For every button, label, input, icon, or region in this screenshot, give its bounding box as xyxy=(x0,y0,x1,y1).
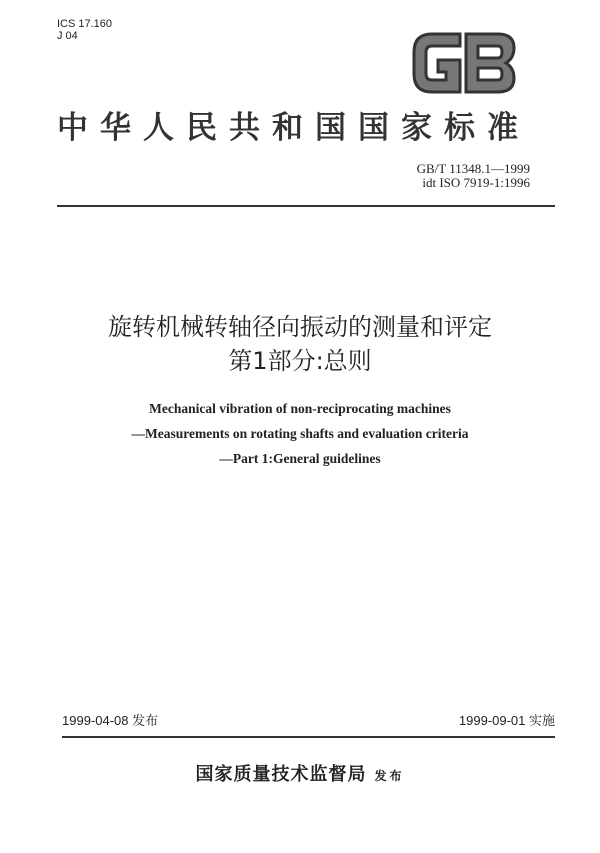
chinese-title-line-2: 第1部分:总则 xyxy=(228,347,372,375)
iso-equivalence: idt ISO 7919-1:1996 xyxy=(422,175,530,190)
english-title xyxy=(0,396,600,471)
publisher-action: 发布 xyxy=(374,769,405,783)
classification-codes xyxy=(57,18,112,42)
publisher-name: 国家质量技术监督局 xyxy=(195,764,367,784)
standard-number: GB/T 11348.1—1999 xyxy=(416,161,530,176)
header-divider xyxy=(57,205,555,207)
publisher xyxy=(0,760,600,786)
dates-row xyxy=(62,710,555,729)
implementation-date: 1999-09-01 实施 xyxy=(458,713,555,728)
ccs-code: J 04 xyxy=(57,30,78,42)
gb-logo xyxy=(410,30,518,96)
standard-number-block xyxy=(417,162,530,190)
chinese-title xyxy=(0,310,600,378)
english-title-line-1: Mechanical vibration of non-reciprocating machines xyxy=(149,401,451,416)
english-title-line-2: —Measurements on rotating shafts and evaluation criteria xyxy=(131,426,469,441)
footer-divider xyxy=(62,736,555,738)
english-title-line-3: —Part 1:General guidelines xyxy=(219,451,381,466)
chinese-title-line-1: 旋转机械转轴径向振动的测量和评定 xyxy=(108,313,492,341)
ics-code: ICS 17.160 xyxy=(57,18,113,30)
national-standard-heading: 中华人民共和国国家标准 xyxy=(57,110,530,145)
issue-date: 1999-04-08 发布 xyxy=(62,713,159,728)
